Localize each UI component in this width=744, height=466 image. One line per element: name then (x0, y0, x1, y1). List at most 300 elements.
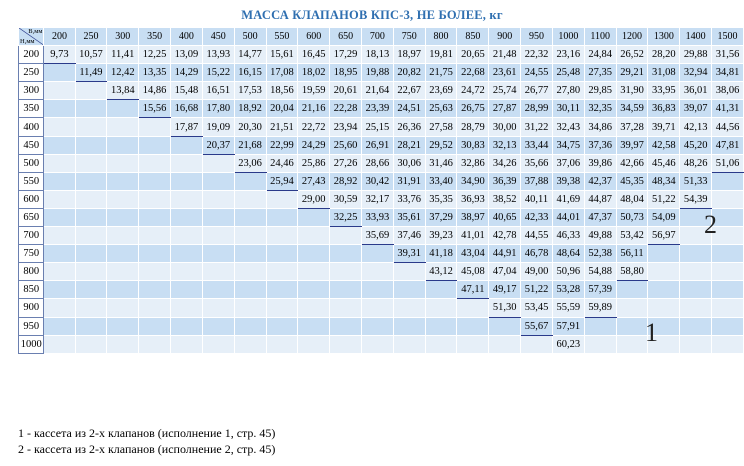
empty-cell (298, 299, 330, 317)
table-cell: 44,56 (712, 118, 744, 136)
table-cell: 28,66 (361, 154, 393, 172)
empty-cell (298, 245, 330, 263)
table-row (19, 263, 744, 281)
table-row (19, 227, 744, 245)
row-header: 900 (19, 299, 44, 317)
column-header: 1300 (648, 28, 680, 46)
table-cell: 51,22 (521, 281, 553, 299)
table-cell: 31,22 (521, 118, 553, 136)
empty-cell (712, 317, 744, 335)
table-cell: 21,68 (234, 136, 266, 154)
empty-cell (44, 208, 75, 226)
empty-cell (330, 317, 362, 335)
zone-2-label: 2 (704, 210, 717, 239)
empty-cell (266, 263, 298, 281)
table-row (19, 64, 744, 82)
empty-cell (44, 281, 75, 299)
table-cell: 34,90 (457, 172, 489, 190)
empty-cell (171, 281, 203, 299)
table-cell: 27,26 (330, 154, 362, 172)
table-cell: 49,17 (489, 281, 521, 299)
empty-cell (298, 281, 330, 299)
empty-cell (202, 335, 234, 353)
table-cell: 17,53 (234, 82, 266, 100)
table-cell: 38,97 (457, 208, 489, 226)
table-cell: 59,89 (584, 299, 616, 317)
empty-cell (712, 263, 744, 281)
empty-cell (107, 172, 139, 190)
table-cell: 46,33 (552, 227, 584, 245)
table-cell: 46,78 (521, 245, 553, 263)
empty-cell (107, 118, 139, 136)
table-row (19, 245, 744, 263)
empty-cell (234, 227, 266, 245)
table-cell: 24,72 (457, 82, 489, 100)
empty-cell (202, 227, 234, 245)
table-cell: 16,15 (234, 64, 266, 82)
table-cell: 23,39 (361, 100, 393, 118)
empty-cell (107, 317, 139, 335)
empty-cell (648, 299, 680, 317)
empty-cell (680, 335, 712, 353)
empty-cell (234, 281, 266, 299)
table-cell: 34,81 (712, 64, 744, 82)
table-cell: 25,60 (330, 136, 362, 154)
table-cell: 30,59 (330, 190, 362, 208)
table-cell: 24,51 (393, 100, 425, 118)
empty-cell (44, 118, 75, 136)
row-header: 800 (19, 263, 44, 281)
table-cell: 44,87 (584, 190, 616, 208)
table-cell: 23,94 (330, 118, 362, 136)
table-cell: 13,09 (171, 46, 203, 64)
row-header: 400 (19, 118, 44, 136)
table-cell: 25,15 (361, 118, 393, 136)
table-cell: 25,86 (298, 154, 330, 172)
empty-cell (139, 154, 171, 172)
table-cell: 24,29 (298, 136, 330, 154)
table-cell: 17,29 (330, 46, 362, 64)
table-cell: 15,22 (202, 64, 234, 82)
empty-cell (44, 100, 75, 118)
table-cell: 39,86 (584, 154, 616, 172)
empty-cell (266, 317, 298, 335)
table-row (19, 154, 744, 172)
table-cell: 24,46 (266, 154, 298, 172)
empty-cell (107, 208, 139, 226)
column-header: 750 (393, 28, 425, 46)
empty-cell (712, 299, 744, 317)
table-cell: 14,77 (234, 46, 266, 64)
table-row (19, 136, 744, 154)
table-cell: 32,13 (489, 136, 521, 154)
empty-cell (298, 263, 330, 281)
empty-cell (361, 317, 393, 335)
table-cell: 27,87 (489, 100, 521, 118)
table-cell: 26,52 (616, 46, 648, 64)
table-row (19, 82, 744, 100)
table-cell: 55,67 (521, 317, 553, 335)
empty-cell (75, 335, 107, 353)
empty-cell (44, 227, 75, 245)
empty-cell (234, 190, 266, 208)
table-cell: 16,51 (202, 82, 234, 100)
table-cell: 22,67 (393, 82, 425, 100)
table-cell: 48,04 (616, 190, 648, 208)
row-header: 1000 (19, 335, 44, 353)
table-cell: 20,30 (234, 118, 266, 136)
table-cell: 49,00 (521, 263, 553, 281)
table-cell: 39,31 (393, 245, 425, 263)
table-cell: 18,97 (393, 46, 425, 64)
table-cell: 41,01 (457, 227, 489, 245)
table-cell: 41,18 (425, 245, 457, 263)
empty-cell (171, 136, 203, 154)
table-cell: 24,84 (584, 46, 616, 64)
table-cell: 39,97 (616, 136, 648, 154)
table-cell: 45,08 (457, 263, 489, 281)
table-cell: 33,95 (648, 82, 680, 100)
column-header: 500 (234, 28, 266, 46)
empty-cell (44, 64, 75, 82)
empty-cell (648, 263, 680, 281)
table-cell: 44,91 (489, 245, 521, 263)
table-cell: 28,20 (648, 46, 680, 64)
table-cell: 19,59 (298, 82, 330, 100)
table-cell: 20,04 (266, 100, 298, 118)
table-cell: 34,26 (489, 154, 521, 172)
row-header: 250 (19, 64, 44, 82)
table-cell: 39,07 (680, 100, 712, 118)
empty-cell (330, 299, 362, 317)
empty-cell (75, 118, 107, 136)
table-cell: 39,23 (425, 227, 457, 245)
table-cell: 23,06 (234, 154, 266, 172)
table-cell: 34,86 (584, 118, 616, 136)
empty-cell (139, 208, 171, 226)
table-cell: 17,80 (202, 100, 234, 118)
table-cell: 28,21 (393, 136, 425, 154)
table-cell: 10,57 (75, 46, 107, 64)
empty-cell (202, 154, 234, 172)
row-header: 300 (19, 82, 44, 100)
table-cell: 32,17 (361, 190, 393, 208)
table-cell: 36,93 (457, 190, 489, 208)
table-cell: 11,41 (107, 46, 139, 64)
table-cell: 32,25 (330, 208, 362, 226)
table-row (19, 281, 744, 299)
table-cell: 40,65 (489, 208, 521, 226)
empty-cell (107, 136, 139, 154)
row-header: 200 (19, 46, 44, 64)
empty-cell (171, 299, 203, 317)
table-cell: 18,56 (266, 82, 298, 100)
table-cell: 33,93 (361, 208, 393, 226)
empty-cell (202, 172, 234, 190)
table-cell: 18,95 (330, 64, 362, 82)
empty-cell (44, 172, 75, 190)
empty-cell (680, 245, 712, 263)
empty-cell (44, 82, 75, 100)
empty-cell (393, 281, 425, 299)
column-header: 250 (75, 28, 107, 46)
table-cell: 20,82 (393, 64, 425, 82)
page-title: МАССА КЛАПАНОВ КПС-3, НЕ БОЛЕЕ, кг (241, 8, 503, 22)
empty-cell (202, 299, 234, 317)
table-cell: 26,36 (393, 118, 425, 136)
row-header: 350 (19, 100, 44, 118)
empty-cell (298, 208, 330, 226)
empty-cell (75, 281, 107, 299)
column-header: 900 (489, 28, 521, 46)
table-cell: 19,81 (425, 46, 457, 64)
table-cell: 24,55 (521, 64, 553, 82)
table-cell: 31,46 (425, 154, 457, 172)
column-header: 1400 (680, 28, 712, 46)
table-cell: 13,84 (107, 82, 139, 100)
empty-cell (44, 317, 75, 335)
table-cell: 30,83 (457, 136, 489, 154)
empty-cell (234, 208, 266, 226)
table-cell: 58,80 (616, 263, 648, 281)
empty-cell (616, 281, 648, 299)
empty-cell (75, 299, 107, 317)
column-header: 350 (139, 28, 171, 46)
empty-cell (139, 317, 171, 335)
empty-cell (330, 263, 362, 281)
table-cell: 49,88 (584, 227, 616, 245)
empty-cell (139, 299, 171, 317)
empty-cell (393, 317, 425, 335)
empty-cell (171, 154, 203, 172)
column-header: 450 (202, 28, 234, 46)
table-cell: 40,11 (521, 190, 553, 208)
table-cell: 15,61 (266, 46, 298, 64)
column-header: 1200 (616, 28, 648, 46)
table-cell: 39,38 (552, 172, 584, 190)
table-cell: 25,63 (425, 100, 457, 118)
table-cell: 42,78 (489, 227, 521, 245)
empty-cell (361, 299, 393, 317)
table-cell: 26,75 (457, 100, 489, 118)
empty-cell (361, 281, 393, 299)
table-cell: 37,88 (521, 172, 553, 190)
table-cell: 26,77 (521, 82, 553, 100)
table-cell: 13,35 (139, 64, 171, 82)
empty-cell (489, 317, 521, 335)
table-cell: 27,35 (584, 64, 616, 82)
empty-cell (616, 317, 648, 335)
row-header: 600 (19, 190, 44, 208)
empty-cell (171, 208, 203, 226)
table-cell: 47,04 (489, 263, 521, 281)
empty-cell (298, 227, 330, 245)
empty-cell (457, 299, 489, 317)
table-cell: 14,29 (171, 64, 203, 82)
empty-cell (361, 335, 393, 353)
row-header: 950 (19, 317, 44, 335)
table-cell: 30,06 (393, 154, 425, 172)
empty-cell (75, 82, 107, 100)
table-cell: 29,00 (298, 190, 330, 208)
table-cell: 21,48 (489, 46, 521, 64)
column-header: 1000 (552, 28, 584, 46)
corner-left-label: Н,мм (20, 38, 35, 46)
table-cell: 32,86 (457, 154, 489, 172)
table-cell: 9,73 (44, 46, 75, 64)
zone-1-label: 1 (645, 318, 658, 347)
table-cell: 16,68 (171, 100, 203, 118)
table-cell: 36,39 (489, 172, 521, 190)
table-cell: 18,02 (298, 64, 330, 82)
table-cell: 19,88 (361, 64, 393, 82)
table-cell: 32,43 (552, 118, 584, 136)
empty-cell (712, 245, 744, 263)
table-cell: 32,35 (584, 100, 616, 118)
mass-table-body (19, 28, 744, 354)
empty-cell (298, 335, 330, 353)
empty-cell (44, 136, 75, 154)
empty-cell (393, 299, 425, 317)
table-row (19, 335, 744, 353)
table-cell: 19,09 (202, 118, 234, 136)
table-cell: 39,71 (648, 118, 680, 136)
empty-cell (266, 208, 298, 226)
empty-cell (393, 335, 425, 353)
row-header: 750 (19, 245, 44, 263)
table-cell: 15,56 (139, 100, 171, 118)
table-cell: 50,73 (616, 208, 648, 226)
column-header: 400 (171, 28, 203, 46)
empty-cell (234, 245, 266, 263)
table-cell: 32,94 (680, 64, 712, 82)
empty-cell (44, 245, 75, 263)
column-header: 300 (107, 28, 139, 46)
column-header: 1500 (712, 28, 744, 46)
table-cell: 41,69 (552, 190, 584, 208)
empty-cell (171, 190, 203, 208)
empty-cell (139, 118, 171, 136)
empty-cell (139, 263, 171, 281)
table-cell: 16,45 (298, 46, 330, 64)
empty-cell (202, 263, 234, 281)
table-cell: 60,23 (552, 335, 584, 353)
empty-cell (171, 245, 203, 263)
row-header: 500 (19, 154, 44, 172)
table-cell: 37,46 (393, 227, 425, 245)
table-cell: 12,25 (139, 46, 171, 64)
table-cell: 56,97 (648, 227, 680, 245)
row-header: 550 (19, 172, 44, 190)
table-cell: 37,28 (616, 118, 648, 136)
empty-cell (680, 299, 712, 317)
empty-cell (107, 281, 139, 299)
table-cell: 54,39 (680, 190, 712, 208)
table-cell: 28,99 (521, 100, 553, 118)
empty-cell (234, 299, 266, 317)
table-cell: 51,30 (489, 299, 521, 317)
empty-cell (457, 335, 489, 353)
table-cell: 56,11 (616, 245, 648, 263)
table-cell: 34,59 (616, 100, 648, 118)
table-cell: 38,52 (489, 190, 521, 208)
empty-cell (75, 245, 107, 263)
row-header: 450 (19, 136, 44, 154)
empty-cell (107, 335, 139, 353)
table-cell: 27,58 (425, 118, 457, 136)
empty-cell (107, 263, 139, 281)
empty-cell (171, 317, 203, 335)
header-row (19, 28, 744, 46)
empty-cell (266, 227, 298, 245)
empty-cell (171, 335, 203, 353)
table-cell: 22,32 (521, 46, 553, 64)
empty-cell (712, 172, 744, 190)
table-cell: 27,80 (552, 82, 584, 100)
empty-cell (266, 245, 298, 263)
table-cell: 20,61 (330, 82, 362, 100)
column-header: 800 (425, 28, 457, 46)
table-cell: 31,91 (393, 172, 425, 190)
empty-cell (75, 172, 107, 190)
empty-cell (107, 227, 139, 245)
empty-cell (75, 317, 107, 335)
table-row (19, 172, 744, 190)
row-header: 850 (19, 281, 44, 299)
table-cell: 25,48 (552, 64, 584, 82)
table-cell: 22,68 (457, 64, 489, 82)
table-cell: 52,38 (584, 245, 616, 263)
table-cell: 53,28 (552, 281, 584, 299)
table-cell: 35,61 (393, 208, 425, 226)
table-cell: 21,64 (361, 82, 393, 100)
empty-cell (202, 208, 234, 226)
empty-cell (44, 154, 75, 172)
empty-cell (266, 281, 298, 299)
column-header: 1100 (584, 28, 616, 46)
empty-cell (425, 299, 457, 317)
table-cell: 50,96 (552, 263, 584, 281)
table-row (19, 208, 744, 226)
table-cell: 29,52 (425, 136, 457, 154)
empty-cell (330, 245, 362, 263)
table-cell: 28,79 (457, 118, 489, 136)
table-cell: 27,43 (298, 172, 330, 190)
empty-cell (107, 299, 139, 317)
table-cell: 47,81 (712, 136, 744, 154)
table-cell: 20,37 (202, 136, 234, 154)
table-cell: 17,87 (171, 118, 203, 136)
table-cell: 33,44 (521, 136, 553, 154)
empty-cell (75, 208, 107, 226)
table-cell: 41,31 (712, 100, 744, 118)
table-cell: 47,11 (457, 281, 489, 299)
empty-cell (107, 190, 139, 208)
empty-cell (44, 190, 75, 208)
table-cell: 30,00 (489, 118, 521, 136)
column-header: 550 (266, 28, 298, 46)
empty-cell (680, 263, 712, 281)
column-header: 200 (44, 28, 75, 46)
empty-cell (234, 317, 266, 335)
table-cell: 30,11 (552, 100, 584, 118)
table-cell: 47,37 (584, 208, 616, 226)
empty-cell (457, 317, 489, 335)
table-cell: 35,69 (361, 227, 393, 245)
empty-cell (648, 245, 680, 263)
empty-cell (361, 263, 393, 281)
table-cell: 29,88 (680, 46, 712, 64)
